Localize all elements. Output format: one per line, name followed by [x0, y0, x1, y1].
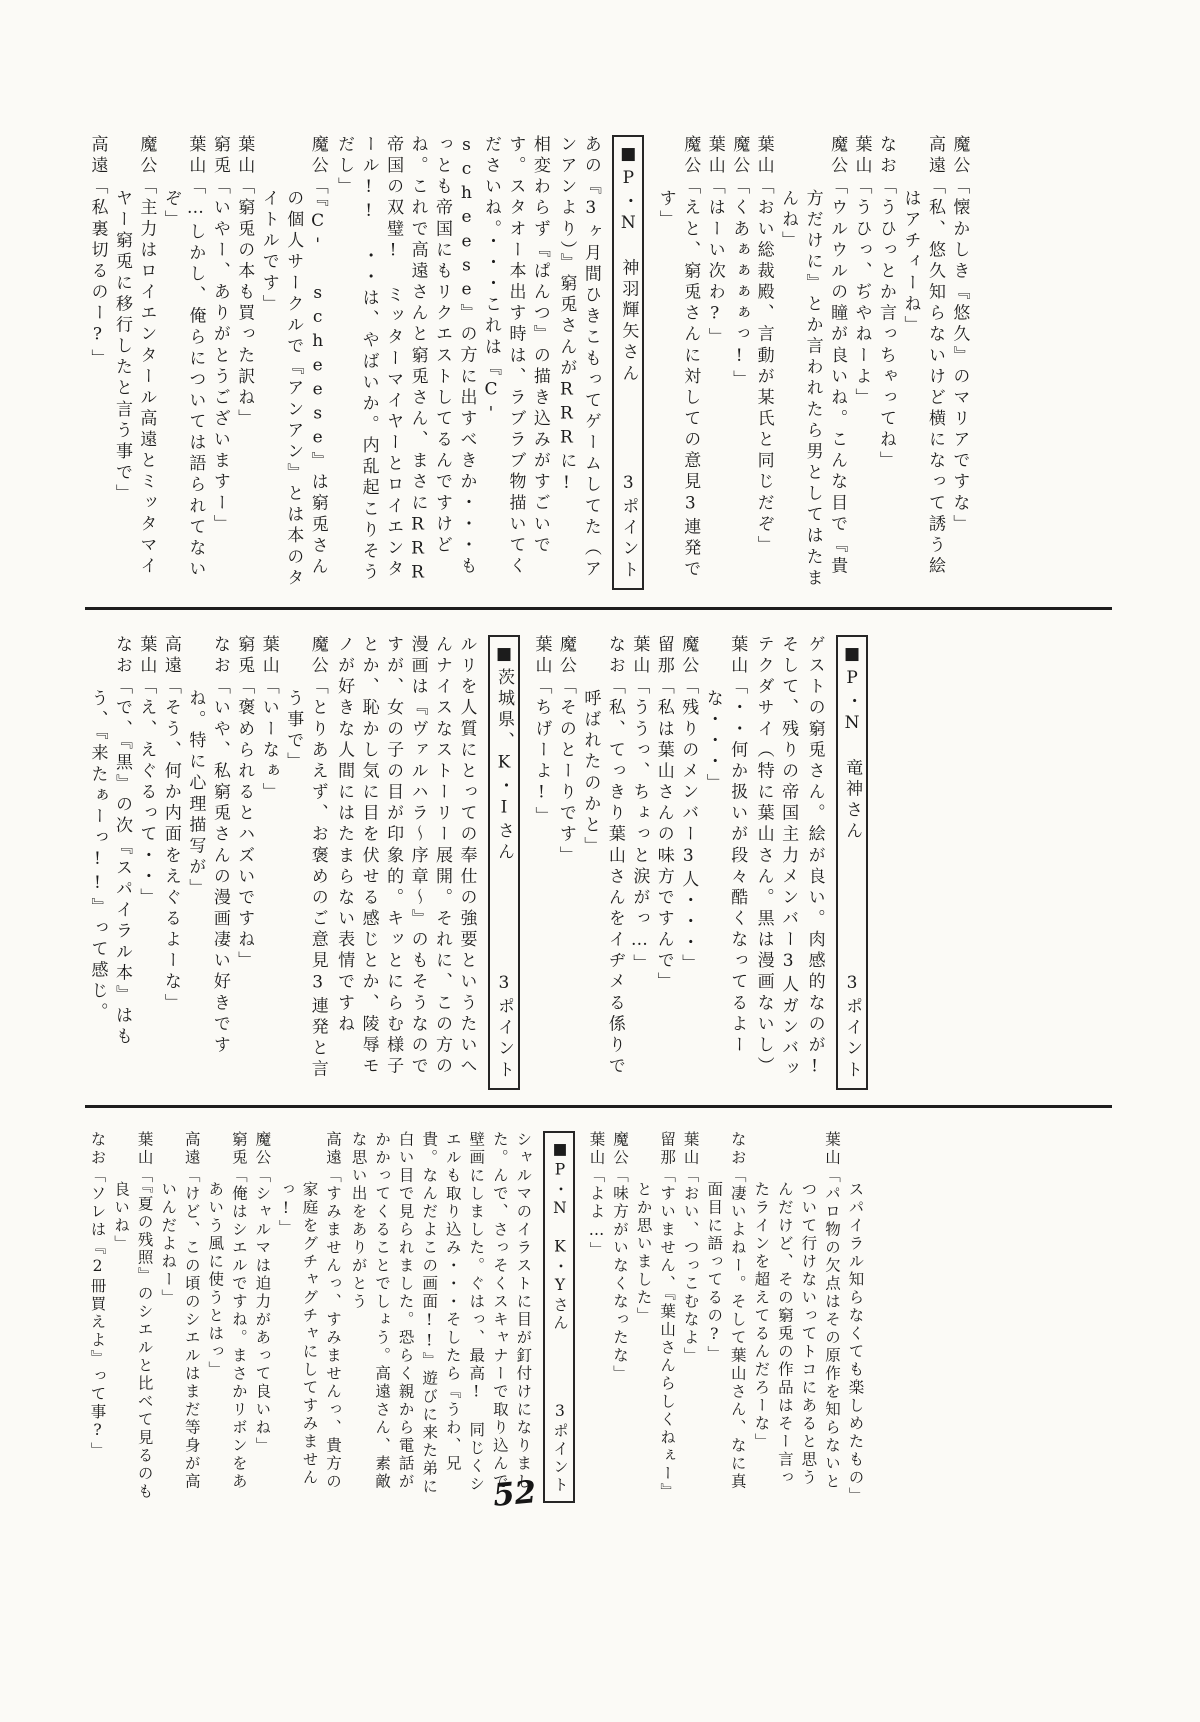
dialogue-line: なお「で、『黒』の次『スパイラル本』はもう、『来たぁーっ!!』って感じ。: [87, 635, 132, 1049]
letter-text: ゲストの窮兎さん。絵が良い。肉感的なのが!: [804, 635, 825, 1081]
dialogue-line: 葉山「いーなぁ」: [258, 635, 279, 804]
dialogue-line: 魔公「主力はロイエンタール高遠とミッタマイヤー窮兎に移行したと言う事で」: [111, 135, 157, 578]
dialogue-line: 魔公「残りのメンバー3人・・・」: [678, 635, 699, 976]
letter-text: あの『3ヶ月間ひきこもってゲームしてた（アンアンより）』窮兎さんがRRRに!: [556, 135, 601, 581]
dialogue-line: 葉山「ううっ、ちょっと涙がっ…」: [629, 635, 650, 976]
dialogue-line: 葉山「パロ物の欠点はその原作を知らないとついて行けないってトコにあると思うんだけど、その窮兎の作品はそー言ったラインを超えてるんだろーな」: [752, 1131, 841, 1491]
letter-text: ルリを人質にとっての奉仕の強要というたいへんナイスなストーリー展開。それに、この方の漫画は『ヴァルハラ～序章～』のもそうなのですが、女の子の目が印象的。キッとにらむ様子とか、恥かし気に目を伏せる感じとか、陵辱モノが好きな人間にはたまらない表情ですね: [334, 635, 477, 1078]
dialogue-line: 魔公「味方がいなくなったな」: [611, 1131, 630, 1383]
dialogue-line: 魔公「ウルウルの瞳が良いね。こんな目で『貴方だけに』とか言われたら男としてはたまんね」: [778, 135, 848, 590]
dialogue-line: 魔公「懐かしき『悠久』のマリアですな」: [949, 135, 970, 536]
dialogue-continuation: スパイラル知らなくても楽しめたもの」: [846, 1180, 865, 1505]
dialogue-line: なお「ソレは『2冊買えよ』って事?」: [88, 1131, 107, 1460]
reader-name: ■P・N K・Yさん: [550, 1140, 569, 1333]
reader-comments-section-2: [85, 635, 877, 1090]
dialogue-line: 葉山「『夏の残照』のシエルと比べて見るのも良いね」: [112, 1131, 154, 1501]
points-label: 3ポイント: [618, 472, 639, 581]
dialogue-line: 葉山「うひっ、ぢやねーよ」: [851, 135, 872, 410]
dialogue-line: 葉山「・・何か扱いが段々酷くなってるよーな・・・」: [702, 635, 748, 1057]
dialogue-line: 高遠「すみませんっ、すみませんっ、貴方の家庭をグチャグチャにしてすみませんっ!」: [276, 1131, 343, 1491]
dialogue-line: 葉山「おい総裁殿、言動が某氏と同じだぞ」: [753, 135, 774, 557]
dialogue-line: 葉山「え、えぐるって・・」: [136, 635, 157, 910]
dialogue-line: 窮兎「褒められるとハズいですね」: [234, 635, 255, 973]
reader-letter-header: [543, 1131, 575, 1503]
dialogue-line: 魔公「とりあえず、お褒めのご意見3連発と言う事で」: [283, 635, 328, 1081]
dialogue-line: 高遠「私、悠久知らないけど横になって誘う絵はアチィーね」: [900, 135, 945, 578]
dialogue-line: 葉山「おい、つっこむなよ」: [681, 1131, 700, 1365]
dialogue-line: 葉山「よよ…」: [587, 1131, 606, 1260]
dialogue-line: 高遠「けど、この頃のシエルはまだ等身が高いんだよねー」: [159, 1131, 201, 1491]
reader-name: ■P・N 神羽輝矢さん: [618, 144, 639, 385]
dialogue-line: なお「凄いよねー。そして葉山さん、なに真面目に語ってるの?」: [705, 1131, 747, 1491]
dialogue-line: 葉山「…しかし、俺らについては語られてないぞ」: [160, 135, 206, 581]
section-divider: [85, 1105, 1112, 1108]
dialogue-line: 魔公「くあぁぁぁぁっ!」: [729, 135, 750, 391]
dialogue-line: 葉山「ちげーよ!」: [531, 635, 552, 828]
dialogue-line: 窮兎「俺はシエルですね。まさかリボンをああいう風に使うとはっ」: [206, 1131, 248, 1491]
letter-text: シャルマのイラストに目が釘付けになりました。んで、さっそくスキャナーで取り込んで壁画にしました。ぐはっ、最高! 同じくシエルも取り込み・・・そしたら『うわ、兄貴。なんだよこの画面!!』遊びに来た弟に白い目で見られました。恐らく親から電話がかかってくることでしょう。高遠さん、素敵な思い出をありがとう: [349, 1131, 533, 1496]
dialogue-line: 高遠「そう、何か内面をえぐるよーな」: [160, 635, 181, 1015]
points-label: 3ポイント: [493, 972, 514, 1081]
dialogue-line: 葉山「窮兎の本も買った訳ね」: [234, 135, 255, 431]
reader-name: ■P・N 竜神さん: [842, 644, 863, 843]
dialogue-line: 高遠「私裏切るのー?」: [87, 135, 108, 370]
dialogue-line: 魔公「シャルマは迫力があって良いね」: [253, 1131, 272, 1455]
reader-letter-header: [836, 635, 868, 1090]
dialogue-line: なお「私、てっきり葉山さんをイヂメる係りで呼ばれたのかと」: [580, 635, 625, 1078]
letter-text: 相変わらず『ぱんつ』の描き込みがすごいです。スタオー本出す時は、ラブラブ物描いてくださいね。・・・これは『C' scheese』の方に出すべきか・・・もっとも帝国にもリクエストしてるんですけどね。これで高遠さんと窮兎さん、まさにRRR帝国の双璧! ミッターマイヤーとロイエンタール!! ・・は、やばいか。内乱起こりそうだし」: [334, 135, 550, 587]
dialogue-line: 魔公「『C' scheese』は窮兎さんの個人サークルで『アンアン』とは本のタイトルです」: [258, 135, 328, 590]
dialogue-line: なお「うひっとか言っちゃってね」: [876, 135, 896, 473]
reader-letter-header: [612, 135, 644, 590]
dialogue-line: 留那「私は葉山さんの味方ですんで」: [653, 635, 674, 994]
reader-name: ■茨城県、K・Iさん: [493, 644, 514, 864]
letter-text: そして、残りの帝国主力メンバー3人ガンバッテクダサイ（特に葉山さん。黒は漫画ないし）: [753, 635, 799, 1081]
dialogue-line: 留那「すいません、『葉山さんらしくねぇー』とか思いました」: [634, 1131, 677, 1501]
points-label: 3ポイント: [550, 1401, 569, 1494]
section-divider: [85, 607, 1112, 610]
dialogue-line: 魔公「えと、窮兎さんに対しての意見3連発です」: [655, 135, 701, 581]
dialogue-line: なお「いや、私窮兎さんの漫画凄い好きですね。特に心理描写が」: [185, 635, 230, 1057]
dialogue-line: 葉山「はーい次わ?」: [704, 135, 725, 349]
reader-comments-section-1: [85, 135, 971, 590]
points-label: 3ポイント: [842, 972, 863, 1081]
reader-letter-header: [488, 635, 520, 1090]
page-number: 52: [491, 1474, 538, 1514]
dialogue-line: 窮兎「いやー、ありがとうございますー」: [209, 135, 230, 536]
reader-comments-section-3: [85, 1131, 867, 1503]
dialogue-line: 魔公「そのとーりです」: [555, 635, 576, 867]
